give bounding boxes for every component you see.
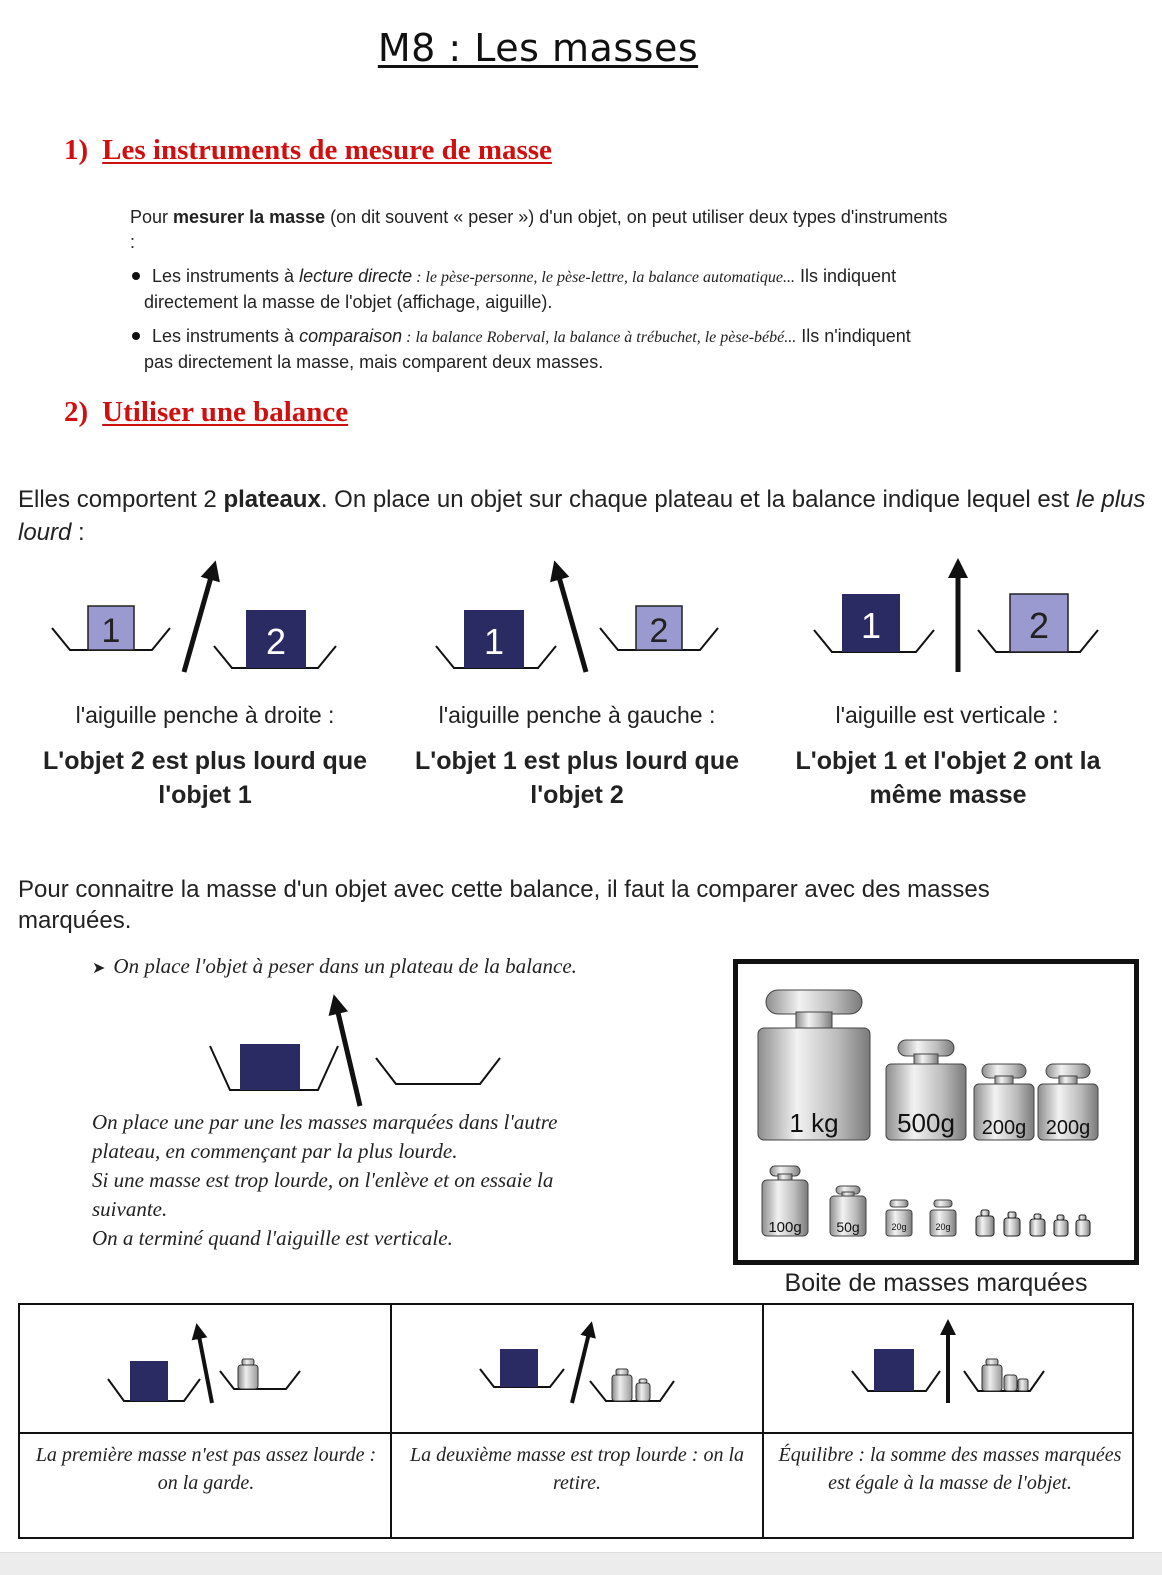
weight-200g (974, 1064, 1034, 1140)
section-1-number: 1) (64, 134, 89, 166)
section-1-heading (64, 134, 552, 167)
object-1-label: 1 (860, 605, 882, 646)
table-caption-1: La première masse n'est pas assez lourde : on la garde. (35, 1444, 377, 1494)
steps-line: On place une par une les masses marquées dans l'autre (92, 1110, 558, 1134)
weight-label: 200g (1045, 1117, 1091, 1139)
table-diagram-1 (108, 1331, 300, 1403)
bullet-comparison (130, 324, 944, 375)
weights-box-label: Boite de masses marquées (784, 1269, 1088, 1297)
tiny-weights (976, 1210, 1090, 1236)
steps-line: On a terminé quand l'aiguille est verticale. (92, 1226, 453, 1250)
bullet1-c: : le pèse-personne, le pèse-lettre, la balance automatique... (412, 269, 795, 286)
balance-lead-paragraph (18, 483, 1148, 549)
balance-case-2 (436, 570, 718, 672)
weight-label: 20g (891, 1222, 907, 1232)
bullet2-d: Ils n'indiquent pas directement la masse, mais comparent deux masses. (144, 326, 911, 372)
case-1-conclusion: L'objet 2 est plus lourd que l'objet 1 (42, 747, 368, 809)
steps-line: suivante. (92, 1197, 168, 1221)
needle-icon (184, 570, 213, 672)
object-2-label: 2 (1028, 605, 1050, 646)
object-2-label: 2 (649, 612, 669, 650)
balance-case-1 (52, 570, 336, 672)
weight-label: 200g (981, 1117, 1027, 1139)
weight-label: 50g (836, 1219, 860, 1235)
steps-text (92, 1108, 712, 1253)
weight-label: 500g (897, 1108, 955, 1138)
bullet2-b: comparaison (299, 326, 403, 346)
table-diagrams (20, 1305, 1132, 1431)
object-2-label: 2 (265, 621, 287, 662)
bullet1-b: lecture directe (299, 266, 413, 286)
weight-50g (830, 1186, 866, 1236)
section-2-title: Utiliser une balance (102, 396, 349, 428)
bullet-direct-reading (130, 264, 944, 315)
lead-b: plateaux (223, 486, 321, 513)
weight-200g (1038, 1064, 1098, 1140)
case-2-caption: l'aiguille penche à gauche : (438, 702, 716, 728)
step-1 (92, 952, 577, 983)
intro-text-bold: mesurer la masse (173, 207, 326, 227)
needle-icon (336, 1004, 360, 1106)
object-1-label: 1 (101, 612, 121, 650)
weight-1kg (758, 990, 870, 1140)
weight-20g (886, 1200, 912, 1236)
lead-a: Elles comportent 2 (18, 486, 224, 513)
lead-c: . On place un objet sur chaque plateau et la balance indique lequel est (320, 486, 1077, 513)
case-1-caption: l'aiguille penche à droite : (75, 702, 335, 728)
weight-label: 20g (935, 1222, 951, 1232)
intro-text-a: Pour (130, 207, 174, 227)
section-2-heading (64, 396, 348, 429)
needle-icon (557, 570, 586, 672)
weight-20g (930, 1200, 956, 1236)
lead-e: : (71, 519, 85, 546)
procedure-table (18, 1303, 1134, 1539)
case-2-conclusion: L'objet 1 est plus lourd que l'objet 2 (414, 747, 740, 809)
table-caption-3: Équilibre : la somme des masses marquées est égale à la masse de l'objet. (778, 1444, 1122, 1494)
bullet2-a: Les instruments à (152, 326, 300, 346)
bullet1-d: Ils indiquent directement la masse de l'objet (affichage, aiguille). (144, 266, 897, 312)
bottom-bar (0, 1552, 1162, 1575)
section-1-title: Les instruments de mesure de masse (102, 134, 552, 166)
case-3-conclusion: L'objet 1 et l'objet 2 ont la même masse (795, 747, 1101, 809)
section-1-intro (130, 205, 950, 255)
lead-d: le plus lourd (18, 486, 1146, 546)
weights-box (733, 959, 1139, 1265)
bullet1-a: Les instruments à (152, 266, 300, 286)
bullet-dot-icon (132, 272, 140, 280)
weight-label: 1 kg (789, 1108, 839, 1138)
arrowhead-bullet-icon: ➤ (92, 960, 106, 977)
object-1-label: 1 (483, 621, 505, 662)
right-tray (376, 1058, 500, 1084)
weights-illustration (738, 964, 1134, 1260)
intro-text-b: (on dit souvent « peser ») d'un objet, on peut utiliser deux types d'instruments : (130, 207, 948, 252)
step-1-text: On place l'objet à peser dans un plateau de la balance. (113, 954, 577, 978)
balance-case-3 (814, 568, 1098, 672)
steps-line: Si une masse est trop lourde, on l'enlève et on essaie la (92, 1168, 554, 1192)
page-title: M8 : Les masses (377, 26, 699, 70)
steps-line: plateau, en commençant par la plus lourde. (92, 1139, 458, 1163)
table-divider (20, 1432, 1132, 1434)
weight-500g (886, 1040, 966, 1140)
table-diagram-3 (852, 1327, 1044, 1403)
balance-diagrams (0, 550, 1162, 690)
bullet-dot-icon (132, 332, 140, 340)
object-box (240, 1044, 300, 1090)
method-intro: Pour connaitre la masse d'un objet avec cette balance, il faut la comparer avec des masses marquées. (18, 876, 990, 934)
table-caption-2: La deuxième masse est trop lourde : on la retire. (409, 1444, 745, 1494)
weight-label: 100g (768, 1219, 802, 1236)
balance-object-only (200, 986, 520, 1116)
weight-100g (762, 1166, 808, 1236)
case-3-caption: l'aiguille est verticale : (835, 702, 1059, 728)
table-diagram-2 (480, 1329, 674, 1403)
bullet2-c: : la balance Roberval, la balance à trébuchet, le pèse-bébé... (402, 329, 797, 346)
section-2-number: 2) (64, 396, 89, 428)
